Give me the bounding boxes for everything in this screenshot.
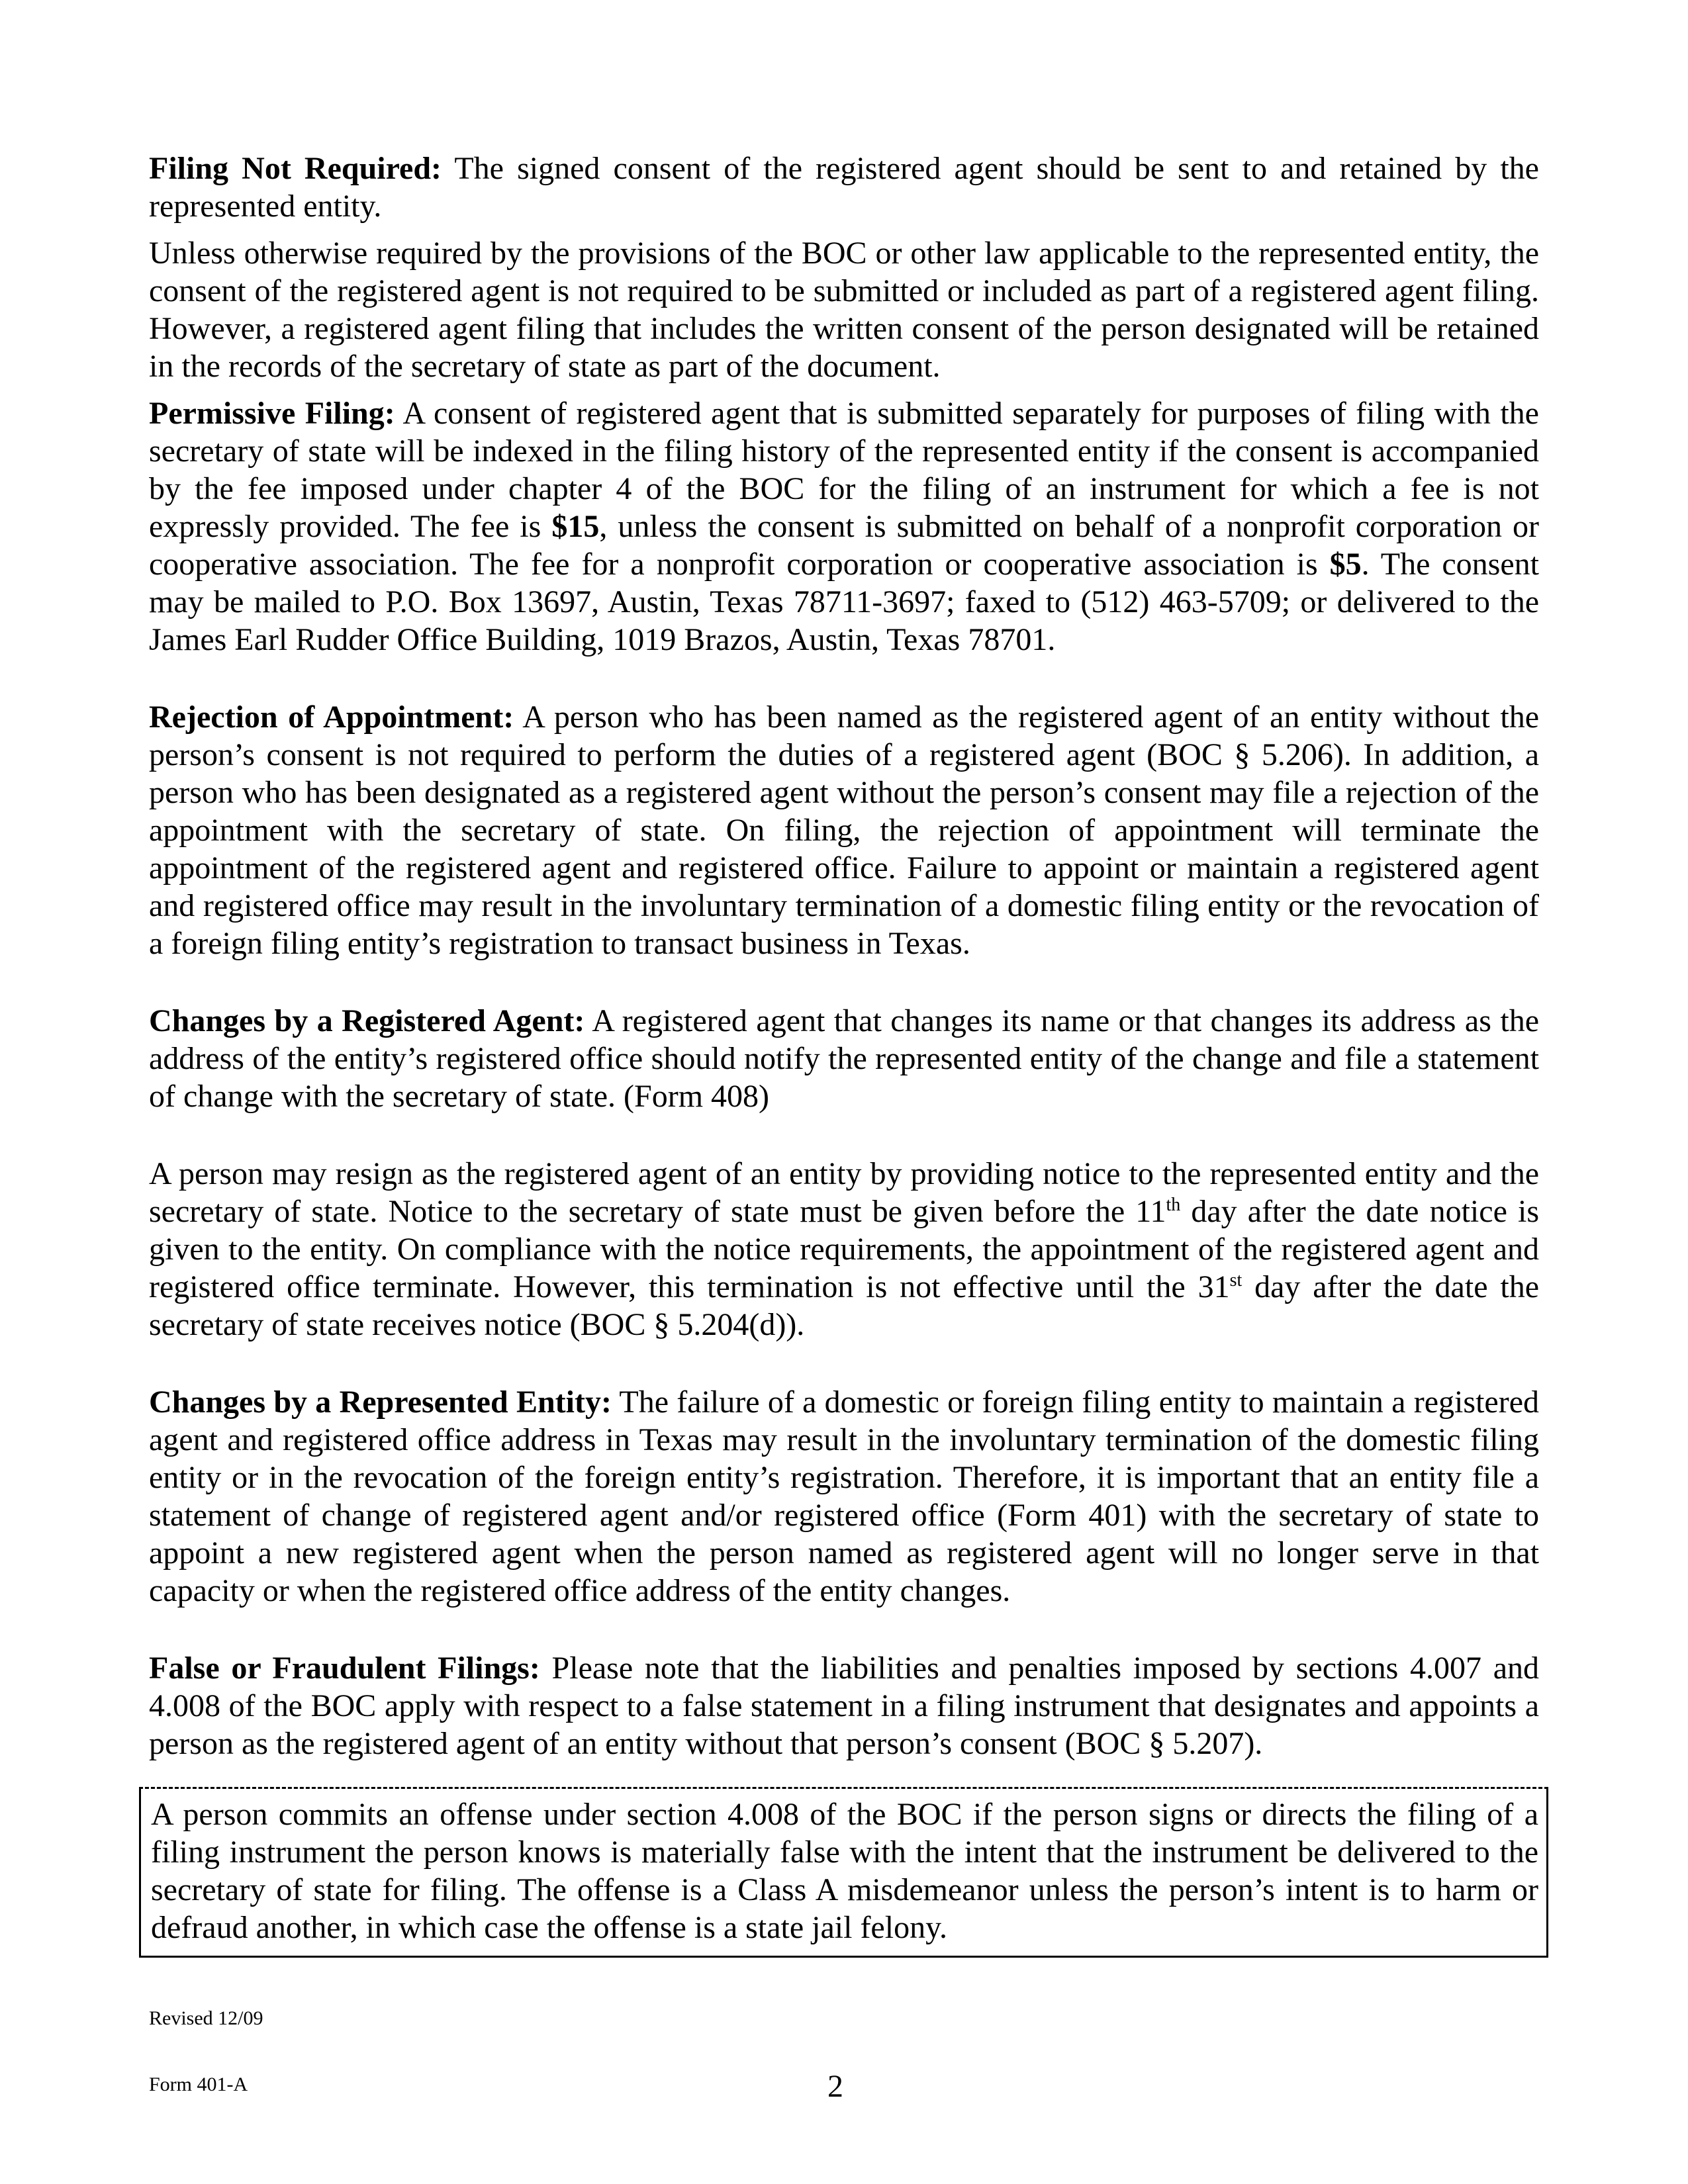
document-body — [149, 150, 1539, 1762]
permissive-filing-heading: Permissive Filing: — [149, 396, 395, 431]
permissive-filing-text-3: . The consent may be mailed to P.O. Box 13697, Austin, Texas 78711-3697; faxed to (512) 463-5709; or delivered to the James Earl Rudder Office Building, 1019 Brazos, Austin, Texas 78701. — [149, 547, 1539, 657]
revision-date: Revised 12/09 — [149, 2007, 263, 2029]
page-number: 2 — [827, 2069, 843, 2104]
resignation-text-1: A person may resign as the registered agent of an entity by providing notice to the represented entity and the secretary of state. Notice to the secretary of state must be given before the 11 — [149, 1156, 1539, 1229]
ordinal-suffix-th: th — [1166, 1195, 1181, 1215]
false-filings-paragraph — [149, 1649, 1539, 1762]
offense-notice-box — [139, 1787, 1548, 1958]
fee-amount-standard: $15 — [551, 509, 600, 544]
filing-not-required-text: The signed consent of the registered agent should be sent to and retained by the represented entity. — [149, 151, 1539, 224]
rejection-of-appointment-heading: Rejection of Appointment: — [149, 700, 514, 735]
form-number: Form 401-A — [149, 2073, 248, 2095]
offense-notice-text: A person commits an offense under section 4.008 of the BOC if the person signs or directs the filing of a filing instrument the person knows is materially false with the intent that the instrument be delivered to the secretary of state for filing. The offense is a Class A misdemeanor unless the person’s intent is to harm or defraud another, in which case the offense is a state jail felony. — [151, 1797, 1538, 1945]
permissive-filing-paragraph — [149, 394, 1539, 659]
ordinal-suffix-st: st — [1229, 1270, 1243, 1291]
fee-amount-nonprofit: $5 — [1329, 547, 1362, 582]
changes-by-registered-agent-heading: Changes by a Registered Agent: — [149, 1003, 585, 1038]
rejection-of-appointment-paragraph — [149, 698, 1539, 962]
permissive-filing-text-1: A consent of registered agent that is submitted separately for purposes of filing with the secretary of state will be indexed in the filing history of the represented entity if the consent is accompanied by the fee imposed under chapter 4 of the BOC for the filing of an instrument for which a fee is not expressly provided. The fee is — [149, 396, 1539, 544]
false-filings-text: Please note that the liabilities and penalties imposed by sections 4.007 and 4.008 of the BOC apply with respect to a false statement in a filing instrument that designates and appoints a person as the registered agent of an entity without that person’s consent (BOC § 5.207). — [149, 1651, 1540, 1761]
resignation-text-3: day after the date the secretary of state receives notice (BOC § 5.204(d)). — [149, 1269, 1539, 1342]
filing-not-required-heading: Filing Not Required: — [149, 151, 442, 186]
resignation-text-2: day after the date notice is given to the entity. On compliance with the notice requirements, the appointment of the registered agent and registered office terminate. However, this termination is not effective until the 31 — [149, 1194, 1539, 1304]
permissive-filing-text-2: , unless the consent is submitted on behalf of a nonprofit corporation or cooperative association. The fee for a nonprofit corporation or cooperative association is — [149, 509, 1540, 582]
resignation-paragraph — [149, 1155, 1539, 1343]
changes-by-registered-agent-paragraph — [149, 1002, 1539, 1115]
changes-by-represented-entity-paragraph — [149, 1383, 1539, 1610]
consent-not-required-paragraph: Unless otherwise required by the provisions of the BOC or other law applicable to the represented entity, the consent of the registered agent is not required to be submitted or included as part of a registered agent filing. However, a registered agent filing that includes the written consent of the person designated will be retained in the records of the secretary of state as part of the document. — [149, 236, 1539, 384]
rejection-of-appointment-text: A person who has been named as the registered agent of an entity without the person’s consent is not required to perform the duties of a registered agent (BOC § 5.206). In addition, a person who has been designated as a registered agent without the person’s consent may file a rejection of the appointment with the secretary of state. On filing, the rejection of appointment will terminate the appointment of the registered agent and registered office. Failure to appoint or maintain a registered agent and registered office may result in the involuntary termination of a domestic filing entity or the revocation of a foreign filing entity’s registration to transact business in Texas. — [149, 700, 1540, 961]
changes-by-represented-entity-text: The failure of a domestic or foreign filing entity to maintain a registered agent and registered office address in Texas may result in the involuntary termination of the domestic filing entity or in the revocation of the foreign entity’s registration. Therefore, it is important that an entity file a statement of change of registered agent and/or registered office (Form 401) with the secretary of state to appoint a new registered agent when the person named as registered agent will no longer serve in that capacity or when the registered office address of the entity changes. — [149, 1385, 1539, 1608]
filing-not-required-paragraph — [149, 150, 1539, 225]
false-filings-heading: False or Fraudulent Filings: — [149, 1651, 540, 1686]
changes-by-registered-agent-text: A registered agent that changes its name or that changes its address as the address of the entity’s registered office should notify the represented entity of the change and file a statement of change with the secretary of state. (Form 408) — [149, 1003, 1540, 1114]
changes-by-represented-entity-heading: Changes by a Represented Entity: — [149, 1385, 612, 1420]
